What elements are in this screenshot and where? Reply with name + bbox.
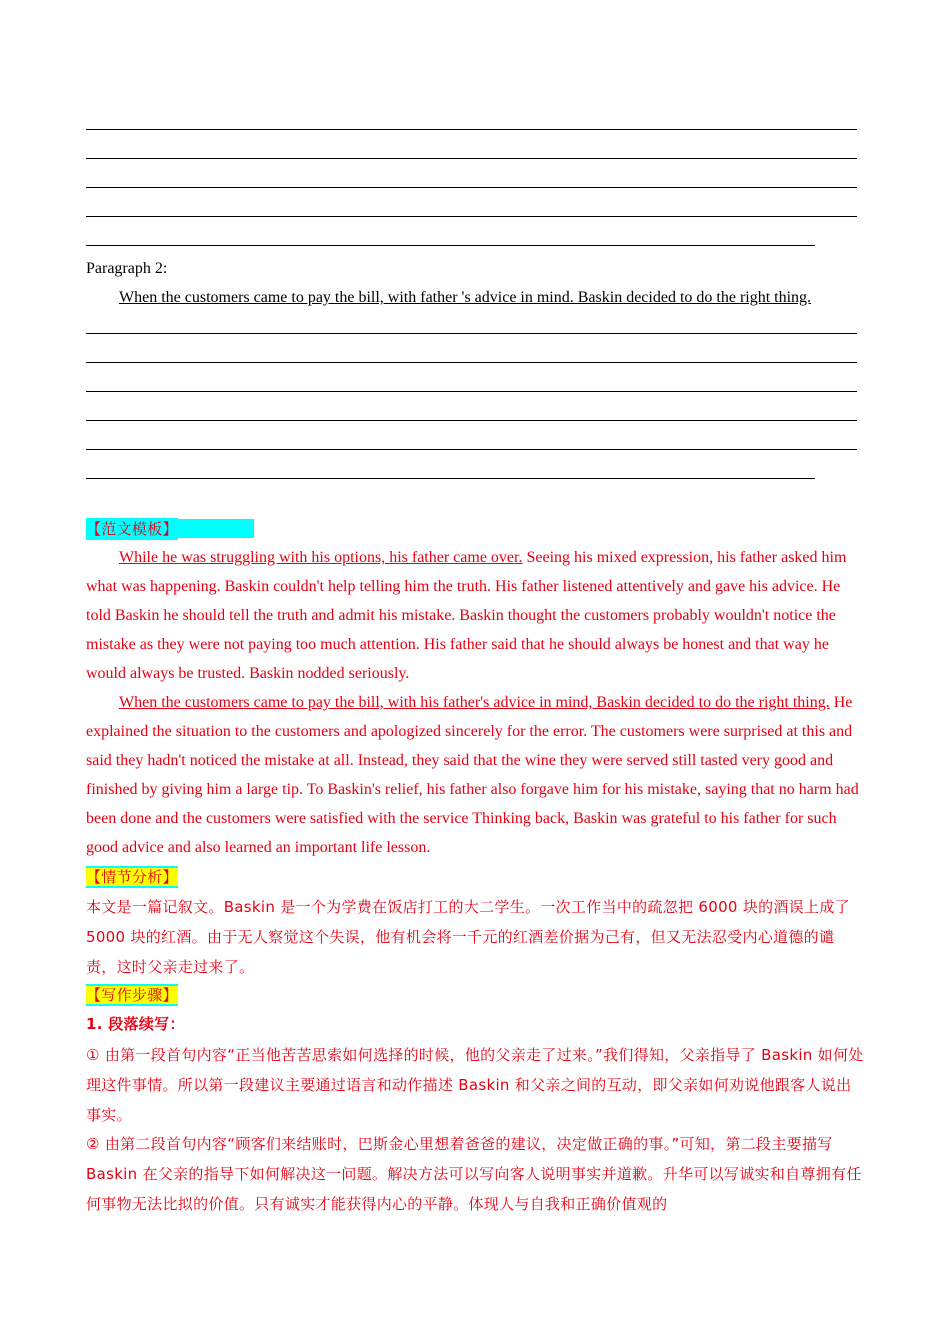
plot-analysis-text: 本文是一篇记叙文。Baskin 是一个为学费在饭店打工的大二学生。一次工作当中的疏忽把 6000 块的酒误上成了 5000 块的红酒。由于无人察觉这个失误，他有机会将一千元的红酒差价据为己有，但又无法忍受内心道德的谴责，这时父亲走过来了。 [86, 898, 850, 976]
writing-line[interactable] [86, 420, 857, 421]
model-section-label: 【范文模板】 [86, 520, 178, 538]
model-paragraph-1 [86, 543, 864, 688]
model-essay [86, 543, 864, 862]
steps-section-label [86, 984, 178, 1006]
writing-line[interactable] [86, 478, 815, 479]
paragraph2-prompt: When the customers came to pay the bill, with father 's advice in mind. Baskin decided to do the right thing. [119, 289, 812, 306]
plot-section-label [86, 866, 178, 888]
model-p2-opening: When the customers came to pay the bill, with his father's advice in mind, Baskin decided to do the right thing. [119, 694, 830, 711]
model-p1-opening: While he was struggling with his options, his father came over. [119, 549, 523, 566]
steps-item-2: ② 由第二段首句内容“顾客们来结账时，巴斯金心里想着爸爸的建议，决定做正确的事。”可知，第二段主要描写 Baskin 在父亲的指导下如何解决这一问题。解决方法可以写向客人说明事实并道歉。升华可以写诚实和自尊拥有任何事物无法比拟的价值。只有诚实才能获得内心的平静。体现人与自我和正确价值观的 [86, 1135, 862, 1213]
writing-line[interactable] [86, 216, 857, 217]
writing-line[interactable] [86, 158, 857, 159]
writing-line[interactable] [86, 362, 857, 363]
steps-item-1: ① 由第一段首句内容“正当他苦苦思索如何选择的时候，他的父亲走了过来。”我们得知，父亲指导了 Baskin 如何处理这件事情。所以第一段建议主要通过语言和动作描述 Baskin 和父亲之间的互动，即父亲如何劝说他跟客人说出事实。 [86, 1046, 864, 1124]
writing-line[interactable] [86, 391, 857, 392]
model-p1-body: Seeing his mixed expression, his father asked him what was happening. Baskin couldn't help telling him the truth. His father listened attentively and gave his advice. He told Baskin he should tell the truth and admit his mistake. Baskin thought the customers probably wouldn't notice the mistake as they were not paying too much attention. His father said that he should always be honest and that way he would always be trusted. Baskin nodded seriously. [86, 549, 847, 682]
writing-line[interactable] [86, 245, 815, 246]
writing-line[interactable] [86, 449, 857, 450]
writing-line[interactable] [86, 129, 857, 130]
plot-label-text: 【情节分析】 [86, 868, 178, 886]
steps-heading: 1. 段落续写： [86, 1015, 185, 1033]
paragraph2-label: Paragraph 2: [86, 260, 168, 277]
steps-label-text: 【写作步骤】 [86, 986, 178, 1004]
writing-line[interactable] [86, 333, 857, 334]
writing-line[interactable] [86, 187, 857, 188]
model-paragraph-2 [86, 688, 864, 862]
model-p2-body: He explained the situation to the customers and apologized sincerely for the error. The customers were surprised at this and said they hadn't noticed the mistake at all. Instead, they said that the wine they were served still tasted very good and finished by giving him a large tip. To Baskin's relief, his father also forgave him for his mistake, saying that no harm had been done and the customers were satisfied with the service Thinking back, Baskin was grateful to his father for such good advice and also learned an important life lesson. [86, 694, 859, 856]
